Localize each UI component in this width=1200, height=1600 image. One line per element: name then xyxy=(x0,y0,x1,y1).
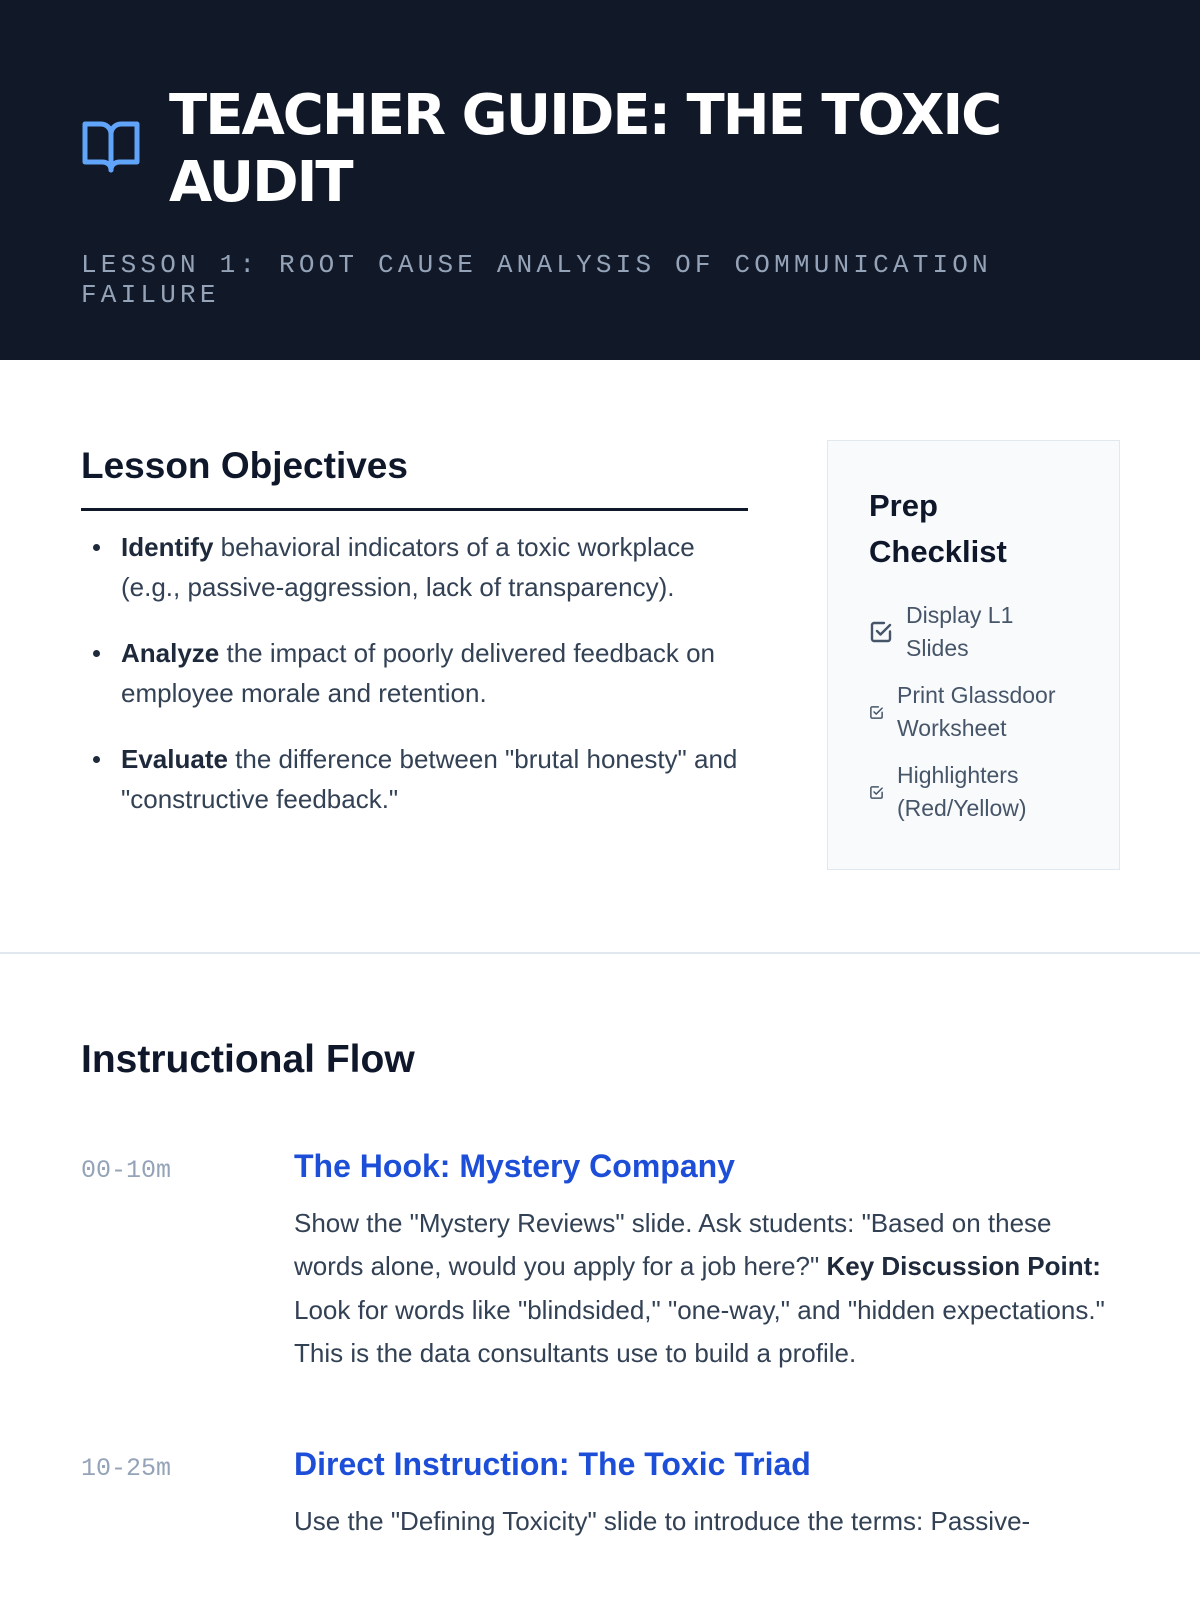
flow-desc-text: Use the "Defining Toxicity" slide to introduce the terms: Passive- xyxy=(294,1505,1031,1536)
check-square-icon xyxy=(869,620,893,644)
checklist-item[interactable] xyxy=(869,599,1079,665)
checklist-item-label: Highlighters (Red/Yellow) xyxy=(897,762,1027,821)
checklist-item[interactable] xyxy=(869,759,1079,825)
flow-description xyxy=(294,1500,1120,1543)
checklist-heading: Prep Checklist xyxy=(869,488,1007,569)
objective-text: the impact of poorly delivered feedback on employee morale and retention. xyxy=(121,638,716,708)
checklist-item-label: Print Glassdoor Worksheet xyxy=(897,682,1056,741)
page-header xyxy=(0,0,1200,360)
prep-checklist xyxy=(827,440,1120,870)
flow-item xyxy=(81,1144,1120,1376)
objective-item xyxy=(81,633,748,713)
objectives-list xyxy=(81,527,748,819)
flow-time: 00-10m xyxy=(81,1156,172,1185)
objective-verb: Identify xyxy=(121,532,214,562)
objective-text: the difference between "brutal honesty" and "constructive feedback." xyxy=(121,744,738,814)
page-title: TEACHER GUIDE: THE TOXIC AUDIT xyxy=(169,83,1001,215)
flow-body xyxy=(294,1442,1120,1543)
flow-item xyxy=(81,1442,1120,1543)
objective-verb: Evaluate xyxy=(121,744,228,774)
check-square-icon xyxy=(869,705,884,720)
objective-verb: Analyze xyxy=(121,638,220,668)
objective-item xyxy=(81,739,748,819)
lesson-objectives xyxy=(81,442,748,845)
flow-desc-text: Look for words like "blindsided," "one-way," and "hidden expectations." This is the data consultants use to build a profile. xyxy=(294,1294,1105,1369)
flow-title: The Hook: Mystery Company xyxy=(294,1148,735,1184)
checklist-item-label: Display L1 Slides xyxy=(906,602,1014,661)
flow-title: Direct Instruction: The Toxic Triad xyxy=(294,1445,811,1482)
objective-item xyxy=(81,527,748,607)
flow-desc-text: Show the "Mystery Reviews" slide. Ask students: "Based on these words alone, would you apply for a job here?" xyxy=(294,1208,1052,1282)
check-square-icon xyxy=(869,785,884,800)
flow-heading: Instructional Flow xyxy=(81,1038,415,1081)
book-open-icon xyxy=(81,118,141,174)
flow-time: 10-25m xyxy=(81,1453,172,1483)
objectives-section xyxy=(0,360,1200,954)
flow-body xyxy=(294,1144,1120,1376)
flow-description xyxy=(294,1202,1120,1376)
title-row xyxy=(81,82,1119,216)
objectives-heading: Lesson Objectives xyxy=(81,442,748,511)
page-subtitle: LESSON 1: ROOT CAUSE ANALYSIS OF COMMUNICATION FAILURE xyxy=(81,250,992,310)
flow-desc-bold: Key Discussion Point: xyxy=(826,1251,1101,1282)
objective-text: behavioral indicators of a toxic workplace (e.g., passive-aggression, lack of transparency). xyxy=(121,532,695,602)
instructional-flow xyxy=(81,1036,1120,1543)
checklist-item[interactable] xyxy=(869,679,1079,745)
